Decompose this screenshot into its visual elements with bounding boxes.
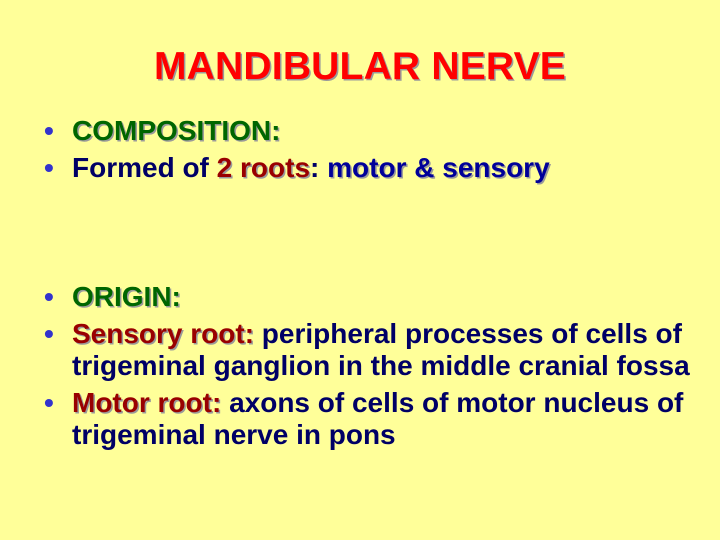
origin-list: [0, 281, 692, 456]
composition-heading: COMPOSITION:: [72, 115, 281, 146]
slide-title: MANDIBULAR NERVE: [154, 45, 566, 88]
sensory-root-text: peripheral processes of cells of trigeminal ganglion in the middle cranial fossa: [72, 318, 690, 381]
bullet-icon: •: [44, 281, 54, 312]
bullet-icon: •: [44, 387, 54, 418]
origin-heading: ORIGIN:: [72, 281, 181, 312]
list-item: [0, 152, 692, 184]
roots-types: motor & sensory: [327, 152, 550, 183]
bullet-icon: •: [44, 115, 54, 146]
list-item: [0, 115, 692, 147]
roots-colon: :: [310, 152, 328, 183]
bullet-icon: •: [44, 318, 54, 349]
list-item: [0, 387, 692, 451]
list-item: [0, 281, 692, 313]
motor-root-label: Motor root:: [72, 387, 222, 418]
sensory-root-label: Sensory root:: [72, 318, 255, 349]
motor-root-text: axons of cells of motor nucleus of trigeminal nerve in pons: [72, 387, 684, 450]
composition-list: [0, 115, 692, 189]
list-item: [0, 318, 692, 382]
roots-count: 2 roots: [216, 152, 311, 183]
formed-prefix: Formed of: [72, 152, 217, 183]
bullet-icon: •: [44, 152, 54, 183]
